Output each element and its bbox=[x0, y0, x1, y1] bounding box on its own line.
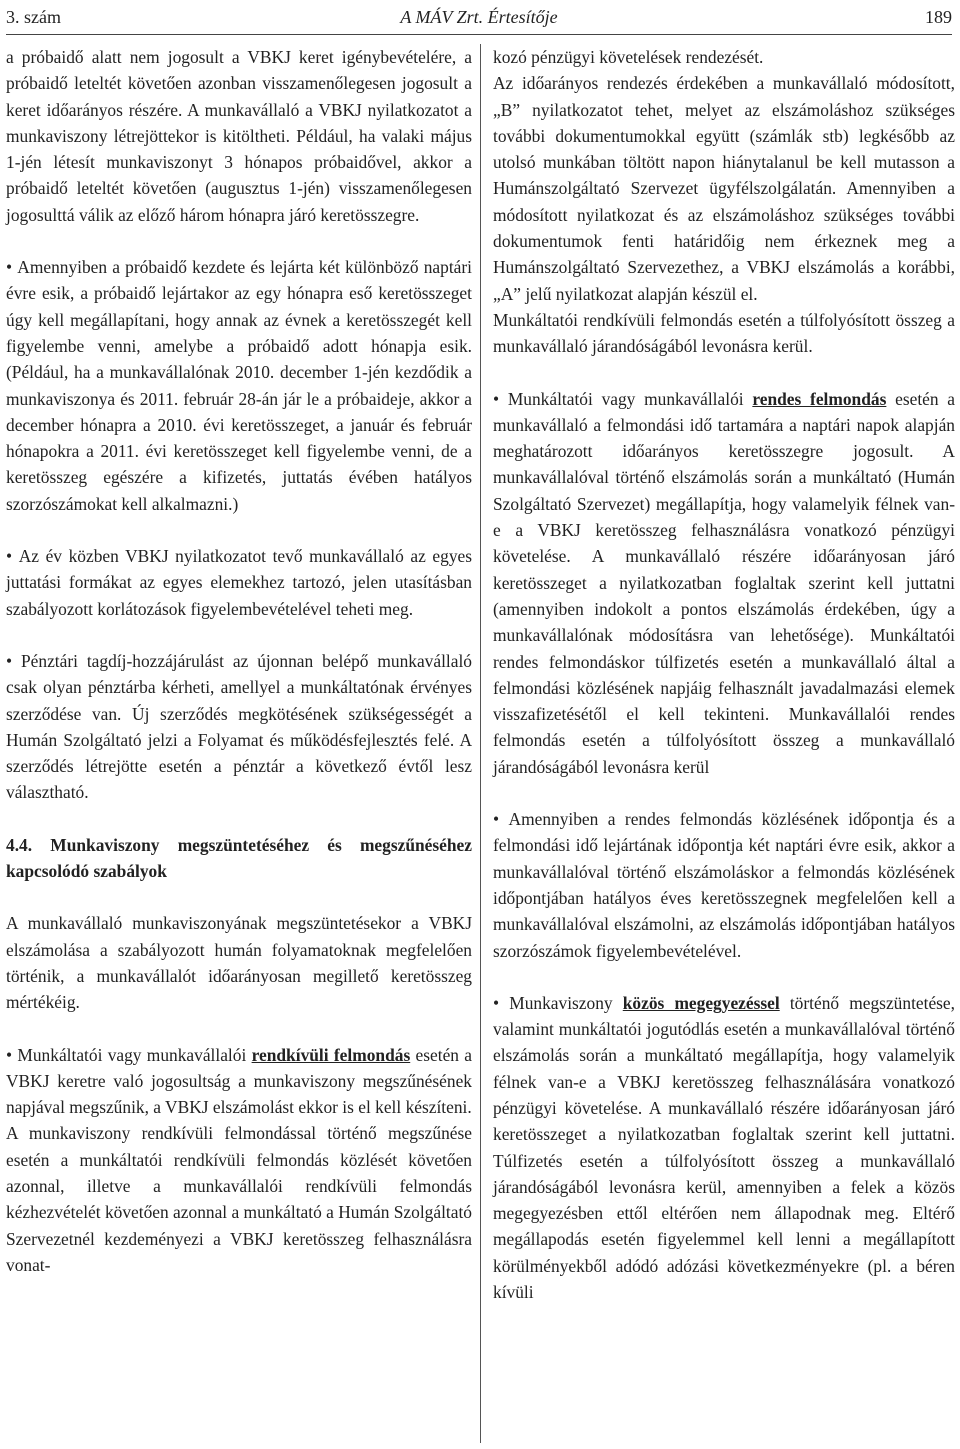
section-heading: 4.4. Munkaviszony megszüntetéséhez és megszűnéséhez kapcsolódó szabályok bbox=[6, 834, 472, 882]
issue-number: 3. szám bbox=[6, 7, 61, 27]
paragraph: Munkáltatói rendkívüli felmondás esetén a túlfolyósított összeg a munkavállaló járandóságából levonásra kerül. bbox=[493, 309, 955, 357]
paragraph: kozó pénzügyi követelések rendezését. bbox=[493, 47, 764, 67]
bullet-text: esetén a VBKJ keretre való jogosultság a munkaviszony megszűnésének napjával megszűnik, a VBKJ elszámolást ekkor is el kell készíteni. bbox=[6, 1044, 473, 1118]
emphasized-term: közös megegyezéssel bbox=[622, 992, 780, 1013]
publication-title: A MÁV Zrt. Értesítője bbox=[400, 7, 558, 27]
bullet-item bbox=[6, 1042, 472, 1121]
page-number: 189 bbox=[925, 7, 952, 27]
header-divider bbox=[6, 34, 952, 35]
paragraph: a próbaidő alatt nem jogosult a VBKJ keret igénybevételére, a próbaidő leteltét követően azonban visszamenőlegesen jogosult a keret időarányos részére. A munkavállaló a VBKJ nyilatkozatot a munkaviszony létrejöttekor is kitöltheti. Például, ha valaki május 1-jén létesít munkaviszonyt 3 hónapos próbaidővel, akkor a próbaidő leteltét követően (augusztus 1-jén) visszamenőlegesen jogosulttá válik az előző három hónapra járó keretösszegre. bbox=[6, 47, 472, 225]
emphasized-term: rendes felmondás bbox=[752, 388, 887, 409]
bullet-item: • Amennyiben a rendes felmondás közlésének időpontja és a felmondási idő lejártának időpontja két naptári évre esik, akkor a munkavállalóval történő elszámoláskor a felmondás közlésének időpontjában hatályos éves keretösszegnek megfelelően kell a munkavállalóval elszámolni, az elszámolás időpontjában hatályos szorzószámok figyelembevételével. bbox=[493, 806, 955, 964]
right-column bbox=[493, 44, 955, 1305]
paragraph: Az időarányos rendezés érdekében a munkavállaló módosított, „B” nyilatkozatot tehet, melyet az elszámoláshoz szükséges további dokumentumokkal együtt (számlák stb) legkésőbb az utolsó munkában töltött napon hiánytalanul be kell mutasson a Humánszolgáltató Szervezet ügyfélszolgálatán. Amennyiben a módosított nyilatkozat és az elszámoláshoz szükséges további dokumentumok fenti határidőig nem érkeznek meg a Humánszolgáltató Szervezethez, a VBKJ elszámolás a korábbi, „A” jelű nyilatkozat alapján készül el. bbox=[493, 73, 955, 304]
bullet-text: Munkaviszony bbox=[509, 992, 623, 1013]
bullet-text: Munkáltatói vagy munkavállalói bbox=[17, 1044, 252, 1065]
bullet-text: Munkáltatói vagy munkavállalói bbox=[507, 388, 753, 409]
column-divider bbox=[480, 44, 481, 1443]
bullet-text: történő megszüntetése, valamint munkáltatói jogutódlás esetén a munkavállalóval történő elszámolás során a munkáltató megállapítja, hogy valamelyik félnek van-e a VBKJ keretösszeg felhasználására vonatkozó pénzügyi követelése. A munkavállaló részére időarányosan járó keretösszeget a nyilatkozatban foglaltak szerint kell juttatni. Túlfizetés esetén a túlfolyósított összeg a munkavállaló járandóságából levonásra kerül, amennyiben a felek a közös megegyezésben ettől eltérően nem állapodnak meg. Eltérő megállapodás esetén figyelemmel kell lenni a megállapított körülményekből adódó adózási következményekre (pl. a béren kívüli bbox=[493, 992, 955, 1303]
emphasized-term: rendkívüli felmondás bbox=[251, 1044, 411, 1065]
paragraph: A munkavállaló munkaviszonyának megszüntetésekor a VBKJ elszámolása a szabályozott humán folyamatoknak megfelelően történik, a munkavállalót időarányosan megillető keretösszeg mértékéig. bbox=[6, 913, 472, 1013]
paragraph: A munkaviszony rendkívüli felmondással történő megszűnése esetén a munkáltatói rendkívüli felmondás közlését követően azonnal, illetve a munkavállalói rendkívüli felmondás kézhezvételét követően azonnal a munkáltató a Humán Szolgáltató Szervezetnél kezdeményezi a VBKJ keretösszeg felhasználásra vonat- bbox=[6, 1123, 472, 1275]
bullet-text: esetén a munkavállaló a felmondási idő tartamára a naptári napok alapján meghatározott időarányos keretösszegre jogosult. A munkavállalóval történő elszámolás során a munkáltató (Humán Szolgáltató Szervezet) megállapítja, hogy valamelyik félnek van-e a VBKJ keretösszeg felhasználásra vonatkozó pénzügyi követelése. A munkavállaló részére időarányosan járó keretösszeget a nyilatkozatban foglaltak szerint kell juttatni (amennyiben indokolt a pontos elszámolás érdekében, úgy a munkavállalónak módosításra van lehetősége). Munkáltatói rendes felmondáskor túlfizetés esetén a munkavállaló által a felmondási közlésének napjáig felhasznált javadalmazási elemek visszafizetésétől el kell tekinteni. Munkavállalói rendes felmondás esetén a túlfolyósított összeg a munkavállaló járandóságából levonásra kerül bbox=[493, 388, 956, 777]
bullet-item: • Az év közben VBKJ nyilatkozatot tevő munkavállaló az egyes juttatási formákat az egyes elemekhez tartozó, jelen utasításban szabályozott korlátozások figyelembevételével teheti meg. bbox=[6, 543, 472, 622]
left-column bbox=[6, 44, 472, 1278]
bullet-item bbox=[493, 990, 955, 1306]
bullet-item: • Pénztári tagdíj-hozzájárulást az újonnan belépő munkavállaló csak olyan pénztárba kérheti, amellyel a munkáltatónak érvényes szerződése van. Új szerződés megkötésének szükségességét a Humán Szolgáltató jelzi a Folyamat és működésfejlesztés felé. A szerződés létrejötte esetén a pénztár a következő évtől lesz választható. bbox=[6, 648, 472, 806]
bullet-item bbox=[493, 386, 955, 780]
page-header bbox=[6, 6, 952, 32]
bullet-item: • Amennyiben a próbaidő kezdete és lejárta két különböző naptári évre esik, a próbaidő lejártakor az egy hónapra eső keretösszeget úgy kell megállapítani, hogy annak az évnek a keretösszegét kell figyelembe venni, amelybe a próbaidő adott hónapja esik. (Például, ha a munkavállalónak 2010. december 1-jén kezdődik a munkaviszonya és 2011. február 28-án jár le a próbaideje, akkor a december hónapra a 2010. évi keretösszeget, a január és február hónapokra a 2011. évi keretösszeget kell figyelembe venni, de a keretösszeg egészére a kifizetés, juttatás évében hatályos szorzószámokat kell alkalmazni.) bbox=[6, 254, 472, 517]
